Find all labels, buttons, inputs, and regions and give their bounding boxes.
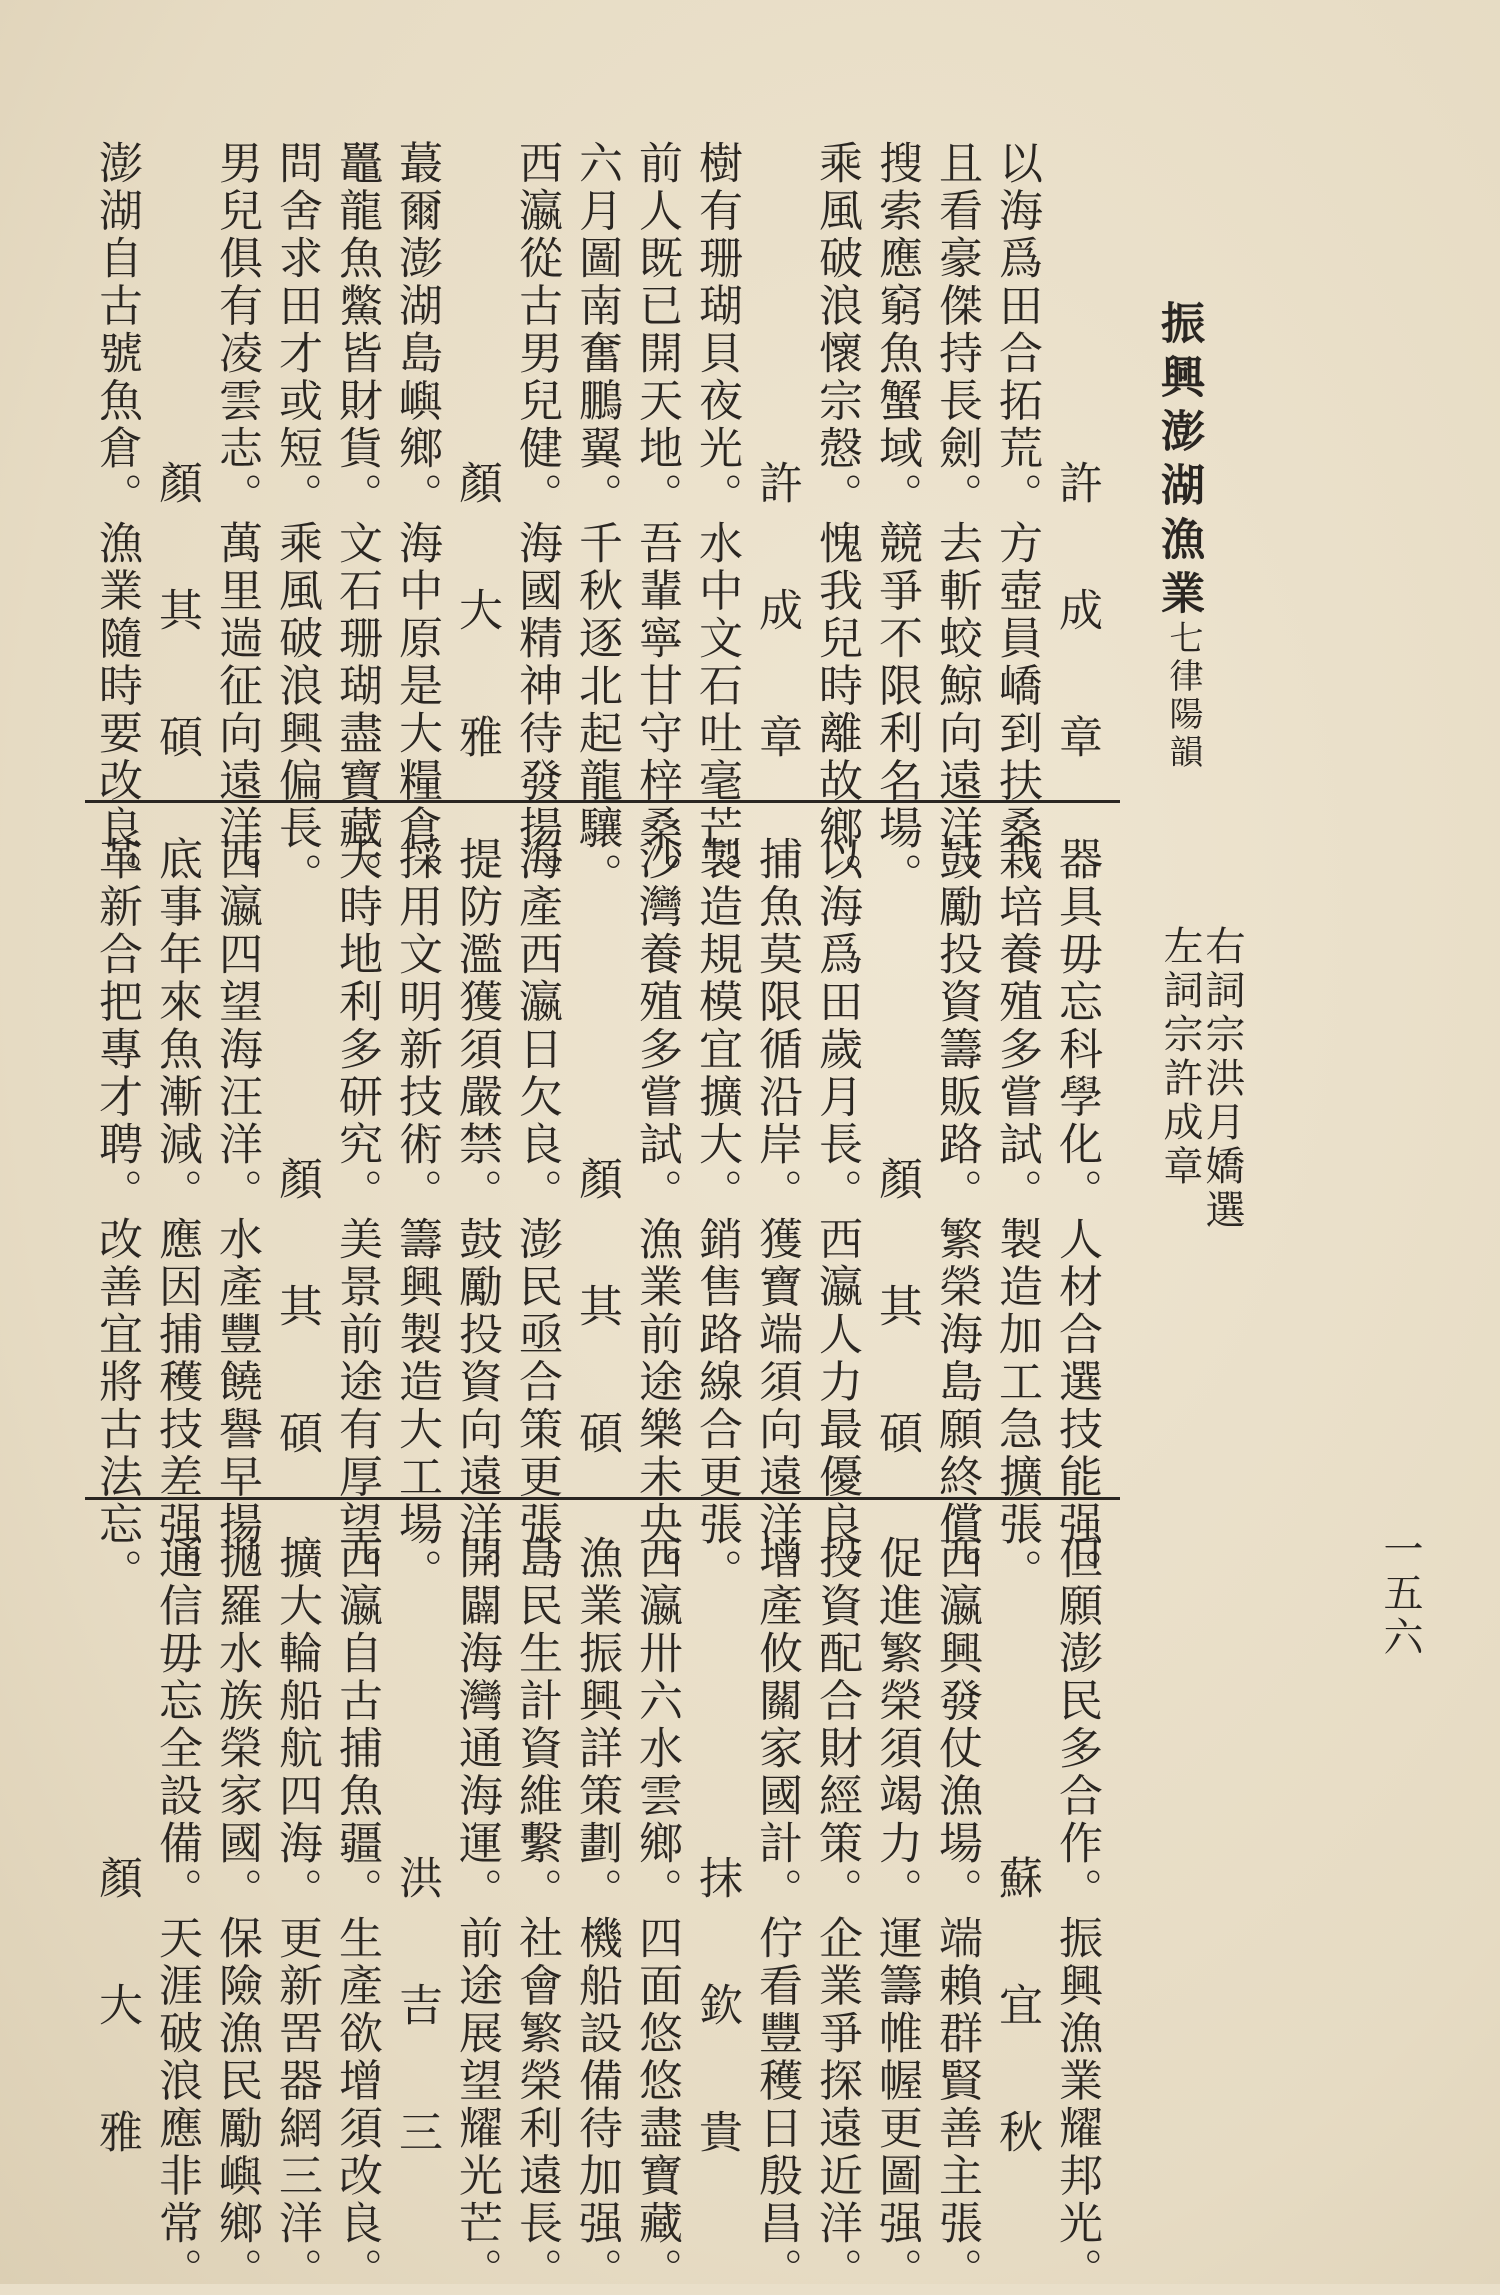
poem-line: 擴大輪船航四海。更新罟器網三洋。 bbox=[271, 1535, 322, 2295]
poem-line: 西瀛興發仗漁場。端賴群賢善主張。 bbox=[931, 1535, 982, 2295]
author-name: 顏 其 碩 bbox=[271, 1156, 322, 1470]
poem-line: 且看豪傑持長劍。去斬蛟鯨向遠洋。 bbox=[931, 140, 982, 900]
poem-line: 製造規模宜擴大。銷售路線合更張。 bbox=[691, 836, 742, 1596]
poem-line: 增產攸關家國計。佇看豐穫日殷昌。 bbox=[751, 1535, 802, 2295]
poem-line: 提防濫獲須嚴禁。鼓勵投資向遠洋。 bbox=[451, 836, 502, 1596]
poem-line: 底事年來魚漸減。應因捕穫技差强。 bbox=[151, 836, 202, 1596]
poem-line: 漁業振興詳策劃。機船設備待加强。 bbox=[571, 1535, 622, 2295]
poem-line: 鼉龍魚鱉皆財貨。文石珊瑚盡寶藏。 bbox=[331, 140, 382, 900]
poem-line: 器具毋忘科學化。人材合選技能强。 bbox=[1051, 836, 1102, 1596]
page-number: 一五六 bbox=[1377, 1528, 1423, 1660]
poem-line: 前人既已開天地。吾輩寧甘守梓桑。 bbox=[631, 140, 682, 900]
poem-line: 沙灣養殖多嘗試。漁業前途樂未央。 bbox=[631, 836, 682, 1596]
author-name: 蘇 宜 秋 bbox=[991, 1855, 1042, 2169]
author-name: 許 成 章 bbox=[1051, 460, 1102, 774]
poem-line: 樹有珊瑚貝夜光。水中文石吐毫芒。 bbox=[691, 140, 742, 900]
poem-line: 以海爲田合拓荒。方壺員嶠到扶桑。 bbox=[991, 140, 1042, 900]
poem-line: 開闢海灣通海運。前途展望耀光芒。 bbox=[451, 1535, 502, 2295]
poem-line: 西瀛卅六水雲鄉。四面悠悠盡寶藏。 bbox=[631, 1535, 682, 2295]
poem-meter: 七律陽韻 bbox=[1163, 620, 1203, 772]
poem-line: 乘風破浪懷宗慤。愧我兒時離故鄉。 bbox=[811, 140, 862, 900]
poem-line: 但願澎民多合作。振興漁業耀邦光。 bbox=[1051, 1535, 1102, 2295]
author-name: 抹 欽 貴 bbox=[691, 1855, 742, 2169]
poem-line: 搜索應窮魚蟹域。競爭不限利名場。 bbox=[871, 140, 922, 900]
judge-line-1: 左詞宗許成章 bbox=[1157, 925, 1203, 1189]
poem-line: 投資配合財經策。企業爭探遠近洋。 bbox=[811, 1535, 862, 2295]
author-name: 顏 其 碩 bbox=[571, 1156, 622, 1470]
poem-line: 通信毋忘全設備。天涯破浪應非常。 bbox=[151, 1535, 202, 2295]
poem-line: 海產西瀛日欠良。澎民亟合策更張。 bbox=[511, 836, 562, 1596]
author-name: 洪 吉 三 bbox=[391, 1855, 442, 2169]
poem-line: 以海爲田歲月長。西瀛人力最優良。 bbox=[811, 836, 862, 1596]
poem-title: 振興澎湖漁業 bbox=[1153, 300, 1204, 624]
poem-line: 六月圖南奮鵬翼。千秋逐北起龍驤。 bbox=[571, 140, 622, 900]
judge-line-2: 右詞宗洪月嬌選 bbox=[1199, 925, 1245, 1233]
poem-line: 蕞爾澎湖島嶼鄉。海中原是大糧倉。 bbox=[391, 140, 442, 900]
poem-line: 促進繁榮須竭力。運籌帷幄更圖强。 bbox=[871, 1535, 922, 2295]
poem-line: 西瀛從古男兒健。海國精神待發揚。 bbox=[511, 140, 562, 900]
poem-line: 栽培養殖多嘗試。製造加工急擴張。 bbox=[991, 836, 1042, 1596]
poem-line: 鼓勵投資籌販路。繁榮海島願終償。 bbox=[931, 836, 982, 1596]
poem-line: 問舍求田才或短。乘風破浪興偏長。 bbox=[271, 140, 322, 900]
poem-line: 島民生計資維繫。社會繁榮利遠長。 bbox=[511, 1535, 562, 2295]
author-name: 許 成 章 bbox=[751, 460, 802, 774]
author-name: 顏 大 雅 bbox=[91, 1855, 142, 2169]
poem-line: 捕魚莫限循沿岸。獲寶端須向遠洋。 bbox=[751, 836, 802, 1596]
author-name: 顏 其 碩 bbox=[871, 1156, 922, 1470]
author-name: 顏 大 雅 bbox=[451, 460, 502, 774]
poem-line: 西瀛自古捕魚疆。生產欲增須改良。 bbox=[331, 1535, 382, 2295]
poem-line: 西瀛四望海汪洋。水產豐饒譽早揚。 bbox=[211, 836, 262, 1596]
poem-line: 採用文明新技術。籌興製造大工場。 bbox=[391, 836, 442, 1596]
poem-line: 男兒俱有凌雲志。萬里遄征向遠洋。 bbox=[211, 140, 262, 900]
author-name: 顏 其 碩 bbox=[151, 460, 202, 774]
poem-line: 拋羅水族榮家國。保險漁民勵嶼鄉。 bbox=[211, 1535, 262, 2295]
poem-line: 革新合把專才聘。改善宜將古法忘。 bbox=[91, 836, 142, 1596]
poem-line: 天時地利多研究。美景前途有厚望。 bbox=[331, 836, 382, 1596]
poem-line: 澎湖自古號魚倉。漁業隨時要改良。 bbox=[91, 140, 142, 900]
